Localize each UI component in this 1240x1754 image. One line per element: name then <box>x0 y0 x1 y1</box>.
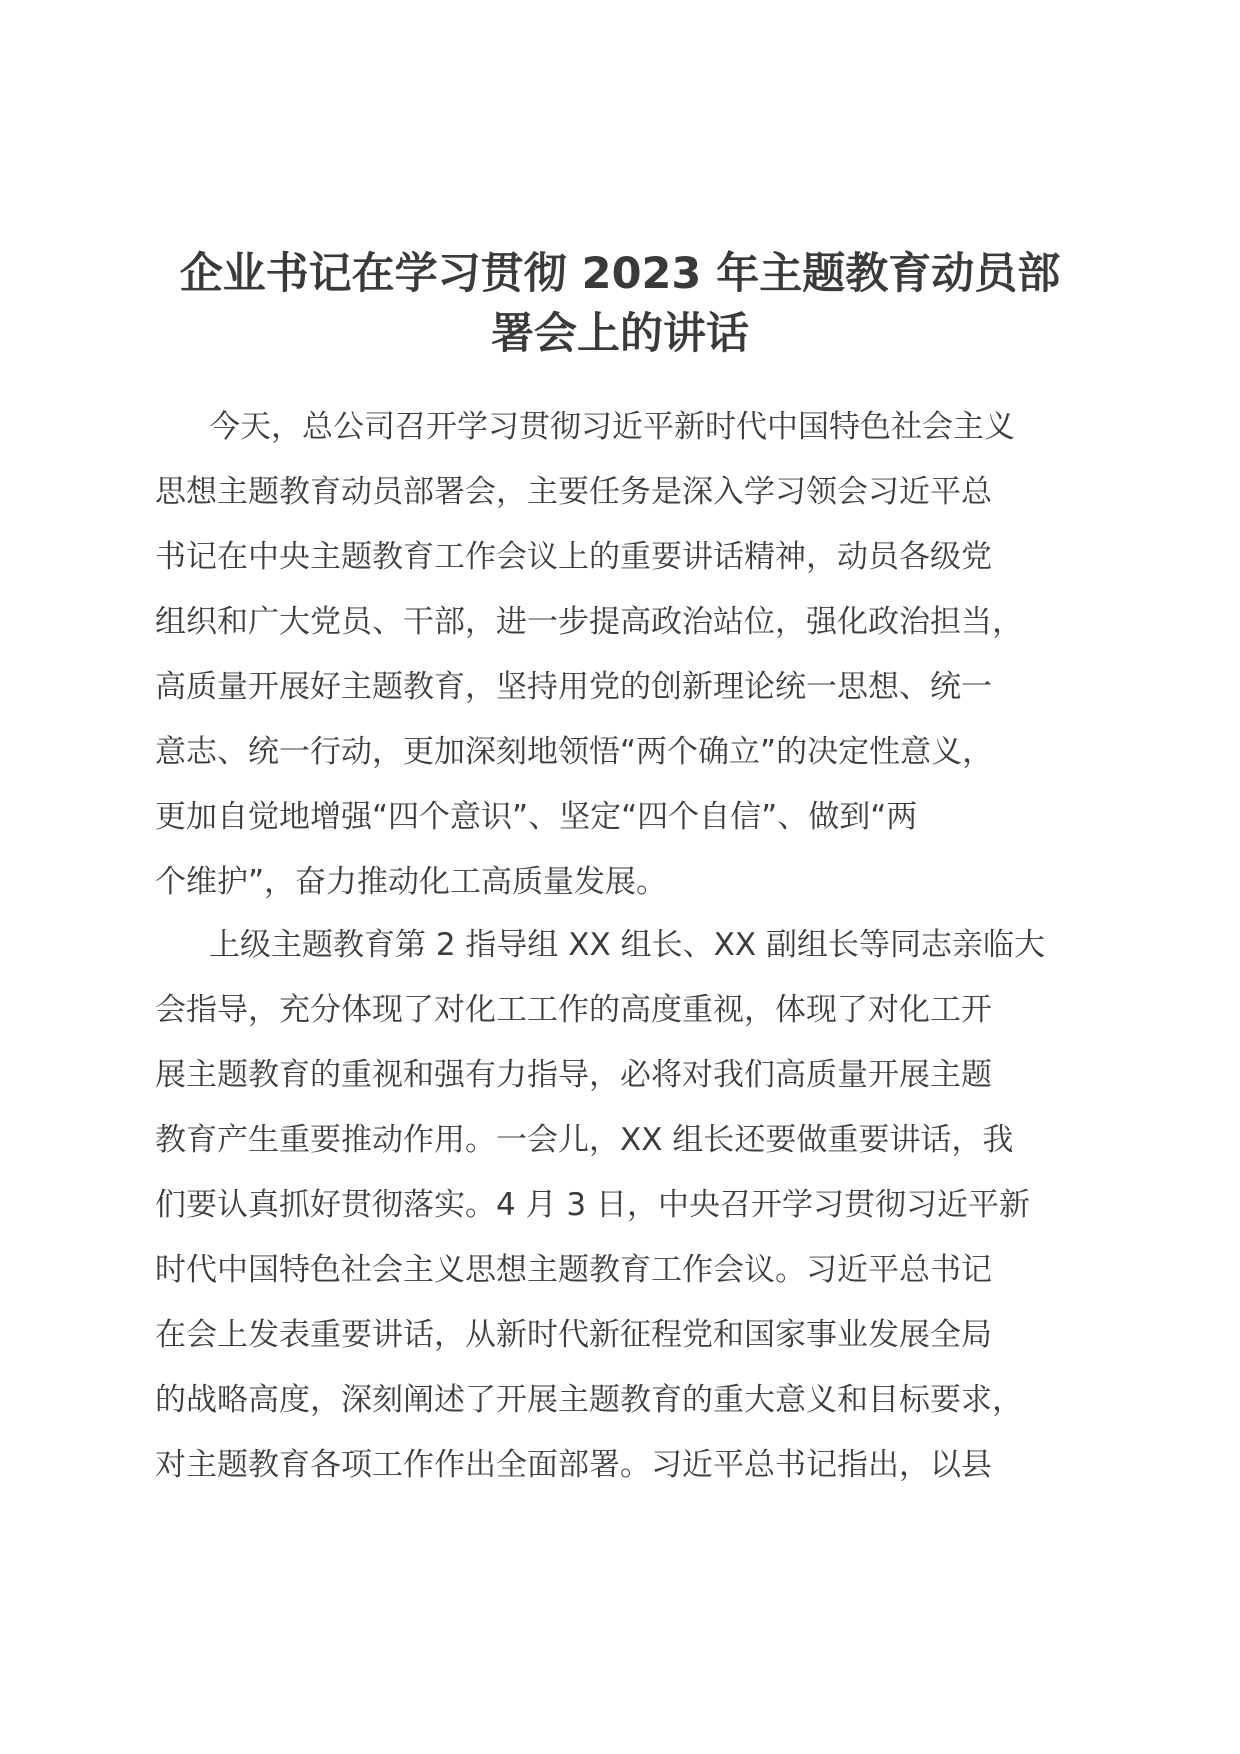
paragraph-line: 高质量开展好主题教育，坚持用党的创新理论统一思想、统一 <box>155 669 992 705</box>
paragraph-2 <box>155 913 1095 1498</box>
title-line-1: 企业书记在学习贯彻 2023 年主题教育动员部 <box>179 249 1061 299</box>
paragraph-line: 组织和广大党员、干部，进一步提高政治站位，强化政治担当， <box>155 604 1023 640</box>
paragraph-line: 思想主题教育动员部署会，主要任务是深入学习领会习近平总 <box>155 474 992 510</box>
paragraph-line: 对主题教育各项工作作出全面部署。习近平总书记指出，以县 <box>155 1447 992 1483</box>
paragraph-1 <box>155 395 1095 915</box>
paragraph-line: 更加自觉地增强“四个意识”、坚定“四个自信”、做到“两 <box>155 799 918 835</box>
paragraph-line: 会指导，充分体现了对化工工作的高度重视，体现了对化工开 <box>155 992 992 1028</box>
document-title <box>150 244 1090 364</box>
paragraph-line: 教育产生重要推动作用。一会儿，XX 组长还要做重要讲话，我 <box>155 1122 1014 1158</box>
paragraph-line: 今天，总公司召开学习贯彻习近平新时代中国特色社会主义 <box>209 409 1015 445</box>
paragraph-line: 的战略高度，深刻阐述了开展主题教育的重大意义和目标要求， <box>155 1382 1023 1418</box>
paragraph-line: 时代中国特色社会主义思想主题教育工作会议。习近平总书记 <box>155 1252 992 1288</box>
paragraph-line: 书记在中央主题教育工作会议上的重要讲话精神，动员各级党 <box>155 539 992 575</box>
paragraph-line: 在会上发表重要讲话，从新时代新征程党和国家事业发展全局 <box>155 1317 992 1353</box>
paragraph-line: 上级主题教育第 2 指导组 XX 组长、XX 副组长等同志亲临大 <box>209 927 1045 963</box>
paragraph-line: 意志、统一行动，更加深刻地领悟“两个确立”的决定性意义， <box>155 734 994 770</box>
paragraph-line: 们要认真抓好贯彻落实。4 月 3 日，中央召开学习贯彻习近平新 <box>155 1187 1031 1223</box>
paragraph-line: 个维护”，奋力推动化工高质量发展。 <box>155 864 668 900</box>
title-line-2: 署会上的讲话 <box>491 309 749 359</box>
paragraph-line: 展主题教育的重视和强有力指导，必将对我们高质量开展主题 <box>155 1057 992 1093</box>
